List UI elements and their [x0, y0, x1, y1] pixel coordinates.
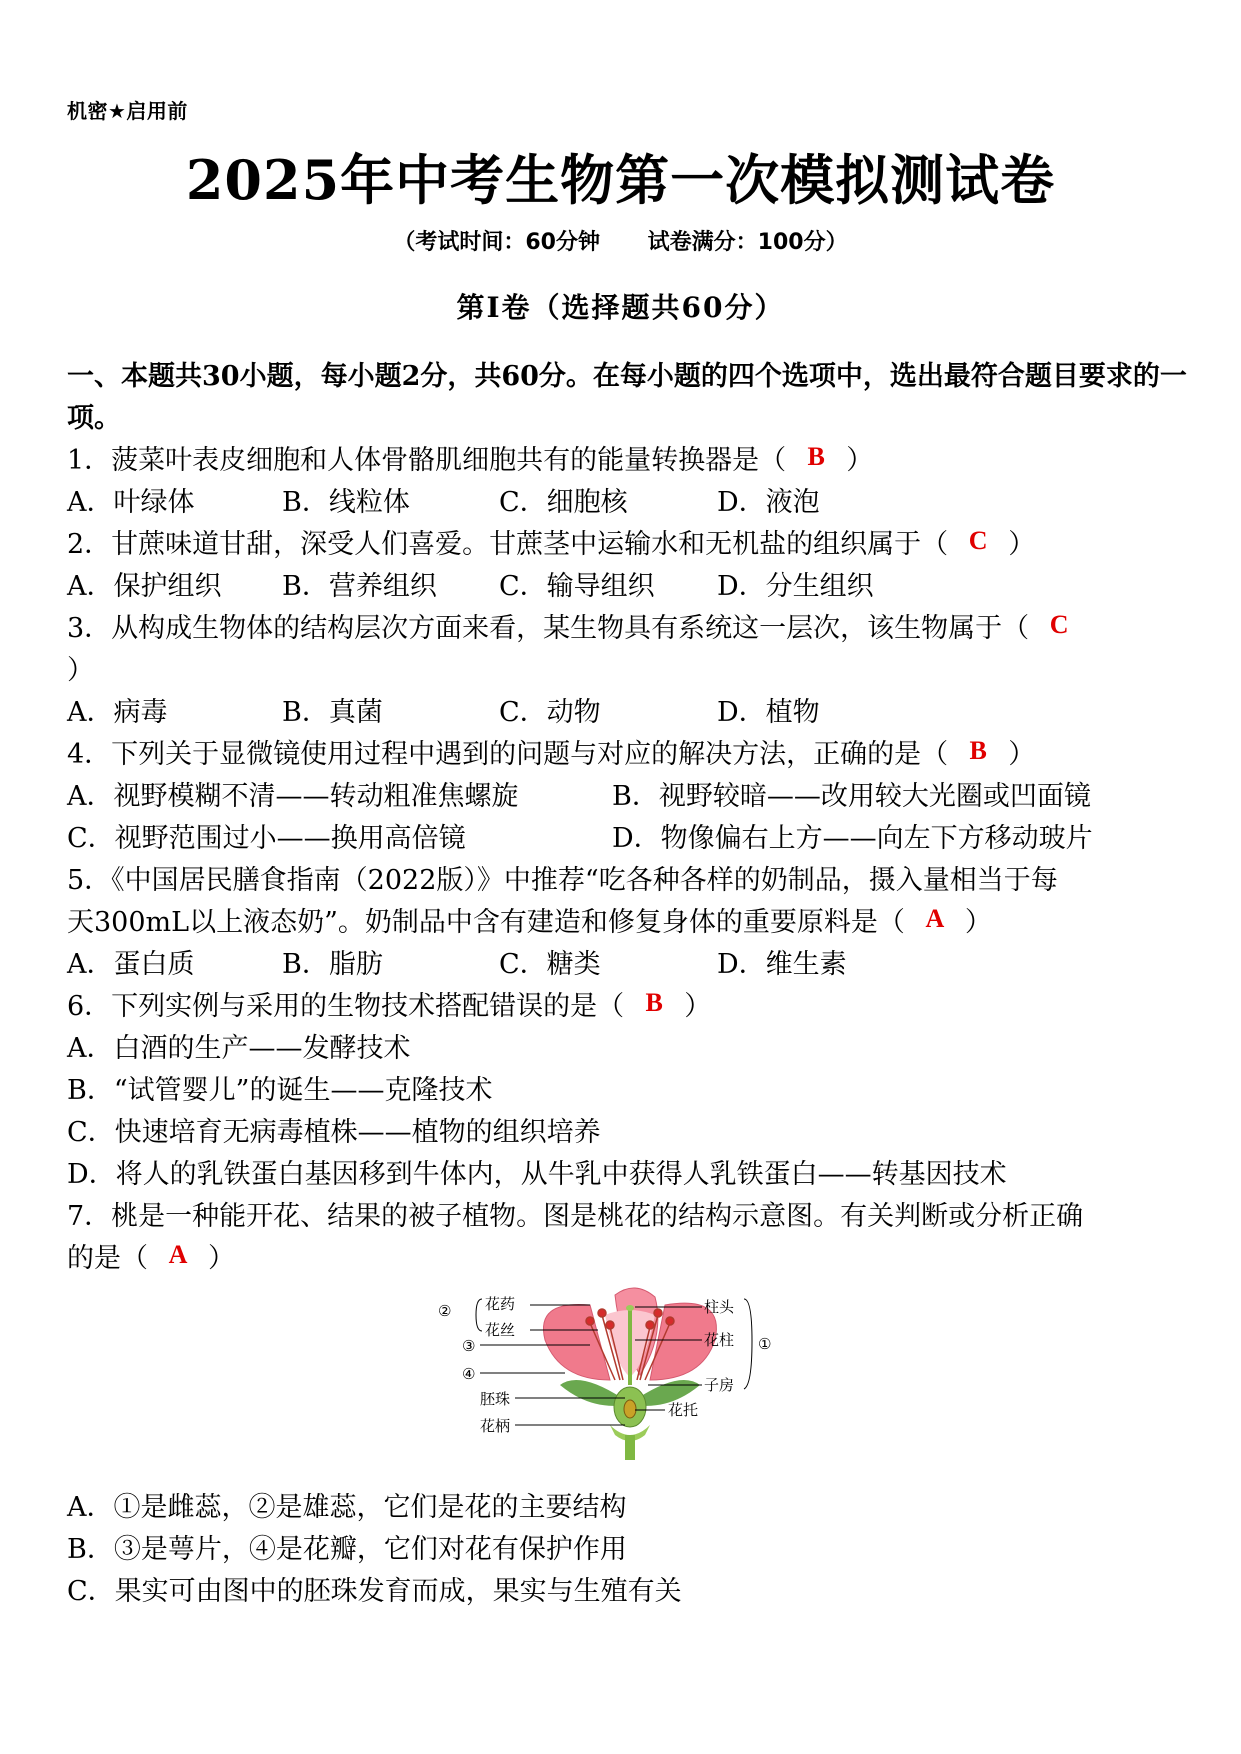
label-filament: 花丝: [485, 1321, 516, 1339]
question-7-stem-cont: 的是（ A ）: [67, 1238, 235, 1280]
option: D．维生素: [717, 949, 847, 980]
question-3-stem-end: ）: [67, 655, 94, 686]
label-style: 花柱: [704, 1331, 735, 1349]
label-anther: 花药: [485, 1295, 516, 1313]
option: D．植物: [717, 697, 820, 728]
answer-mark: B: [969, 736, 987, 765]
stigma: [626, 1305, 634, 1311]
part-heading: 第Ⅰ卷（选择题共60分）: [456, 291, 785, 324]
label-stigma: 柱头: [704, 1298, 735, 1316]
option: A．病毒: [67, 697, 168, 728]
option: D．将人的乳铁蛋白基因移到牛体内，从牛乳中获得人乳铁蛋白——转基因技术: [67, 1159, 1007, 1190]
option: B．③是萼片，④是花瓣，它们对花有保护作用: [67, 1534, 627, 1565]
exam-score: 试卷满分：100分）: [647, 230, 848, 255]
label-ovule: 胚珠: [480, 1390, 511, 1408]
option: B．真菌: [282, 697, 383, 728]
option: C．快速培育无病毒植株——植物的组织培养: [67, 1117, 601, 1148]
section-instruction: 一、本题共30小题，每小题2分，共60分。在每小题的四个选项中，选出最符合题目要求的一项。: [67, 361, 1187, 434]
confidential-mark: 机密★启用前: [67, 99, 188, 123]
label-receptacle: 花托: [668, 1401, 699, 1419]
label-ovary: 子房: [704, 1376, 735, 1394]
option: B．“试管婴儿”的诞生——克隆技术: [67, 1075, 493, 1106]
answer-mark: C: [1049, 610, 1069, 639]
option: C．视野范围过小——换用高倍镜: [67, 823, 466, 854]
exam-meta: [0, 225, 1241, 256]
option: B．营养组织: [282, 571, 437, 602]
question-2-stem: 2．甘蔗味道甘甜，深受人们喜爱。甘蔗茎中运输水和无机盐的组织属于（ C ）: [67, 524, 1035, 566]
question-6-stem: 6．下列实例与采用的生物技术搭配错误的是（ B ）: [67, 986, 711, 1028]
option: C．果实可由图中的胚珠发育而成，果实与生殖有关: [67, 1576, 682, 1607]
answer-mark: A: [168, 1240, 188, 1269]
option: D．分生组织: [717, 571, 874, 602]
option: A．视野模糊不清——转动粗准焦螺旋: [67, 781, 519, 812]
option: A．白酒的生产——发酵技术: [67, 1033, 411, 1064]
option: A．叶绿体: [67, 487, 195, 518]
option: A．保护组织: [67, 571, 222, 602]
option: D．物像偏右上方——向左下方移动玻片: [612, 823, 1093, 854]
peach-flower-diagram: [440, 1285, 820, 1460]
exam-title: 2025年中考生物第一次模拟测试卷: [185, 148, 1056, 212]
ovule: [624, 1400, 636, 1418]
option: B．脂肪: [282, 949, 383, 980]
option: A．蛋白质: [67, 949, 195, 980]
label-n3: ③: [462, 1337, 476, 1355]
option: C．动物: [499, 697, 601, 728]
label-n2: ②: [438, 1302, 452, 1320]
label-n1: ①: [758, 1335, 772, 1353]
option: C．输导组织: [499, 571, 655, 602]
option: C．糖类: [499, 949, 601, 980]
exam-time: （考试时间：60分钟: [393, 230, 600, 255]
option: C．细胞核: [499, 487, 628, 518]
option: B．视野较暗——改用较大光圈或凹面镜: [612, 781, 1091, 812]
label-n4: ④: [462, 1365, 476, 1383]
question-4-stem: 4．下列关于显微镜使用过程中遇到的问题与对应的解决方法，正确的是（ B ）: [67, 734, 1035, 776]
option: A．①是雌蕊，②是雄蕊，它们是花的主要结构: [67, 1492, 627, 1523]
pedicel: [625, 1435, 635, 1460]
answer-mark: B: [807, 442, 825, 471]
flower-illustration: [543, 1288, 716, 1460]
question-5-stem-cont: 天300mL以上液态奶”。奶制品中含有建造和修复身体的重要原料是（ A ）: [67, 902, 992, 944]
question-5-stem: 5．《中国居民膳食指南（2022版）》中推荐“吃各种各样的奶制品，摄入量相当于每: [67, 865, 1058, 896]
question-1-stem: 1．菠菜叶表皮细胞和人体骨骼肌细胞共有的能量转换器是（ B ）: [67, 440, 873, 482]
question-7-stem: 7．桃是一种能开花、结果的被子植物。图是桃花的结构示意图。有关判断或分析正确: [67, 1201, 1084, 1232]
option: D．液泡: [717, 487, 820, 518]
answer-mark: B: [645, 988, 663, 1017]
answer-mark: C: [968, 526, 988, 555]
option: B．线粒体: [282, 487, 410, 518]
question-3-stem: 3．从构成生物体的结构层次方面来看，某生物具有系统这一层次，该生物属于（ C: [67, 608, 1089, 650]
answer-mark: A: [925, 904, 945, 933]
label-pedicel: 花柄: [480, 1417, 511, 1435]
